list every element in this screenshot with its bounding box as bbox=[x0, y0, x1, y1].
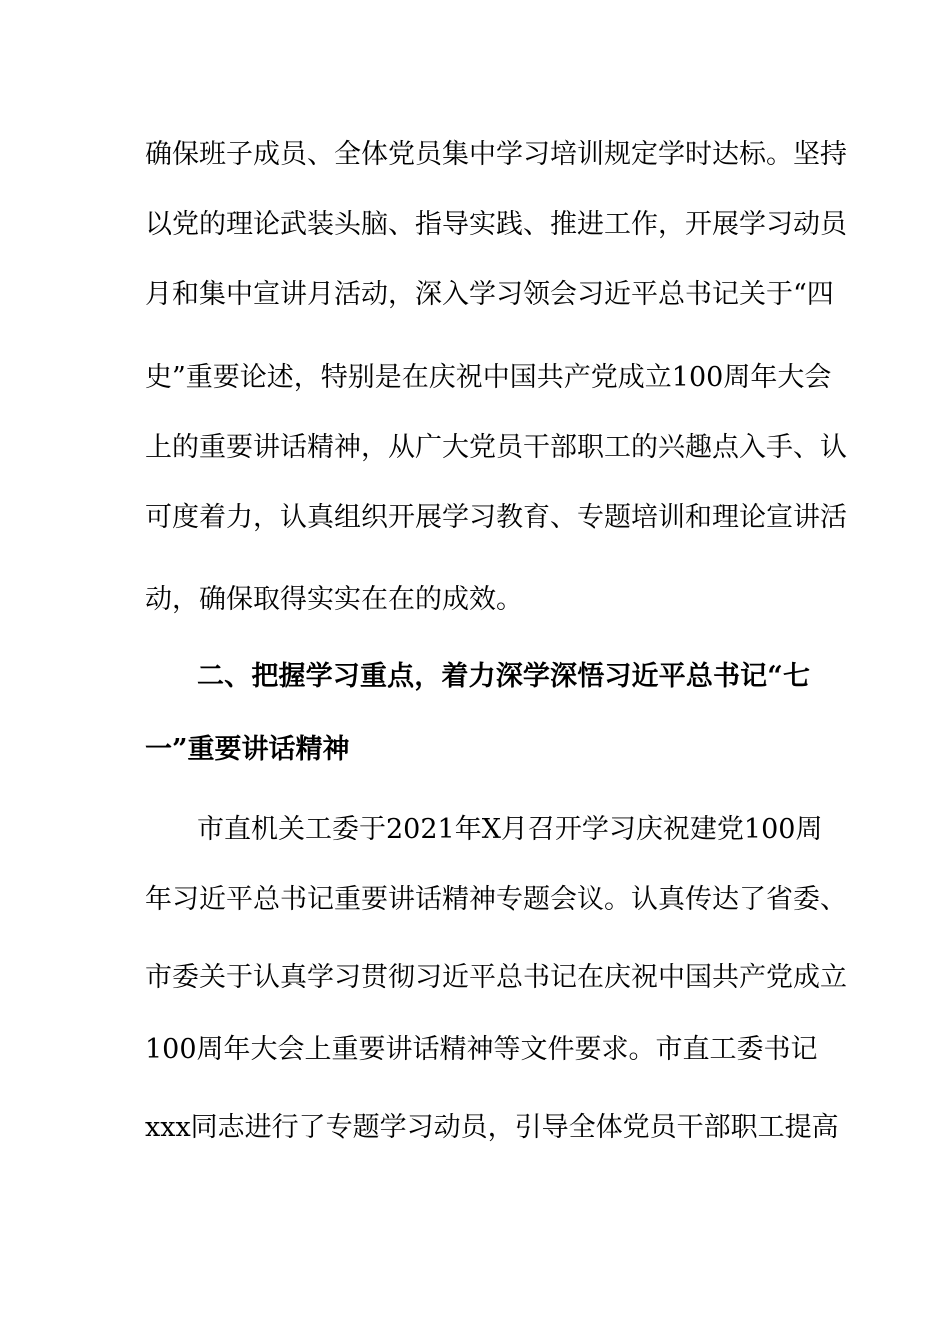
paragraph-line: 确保班子成员、全体党员集中学习培训规定学时达标。坚持 bbox=[145, 139, 847, 170]
paragraph-line: 动，确保取得实实在在的成效。 bbox=[145, 584, 523, 615]
section-heading: 一”重要讲话精神 bbox=[145, 734, 350, 765]
paragraph-line: 市直机关工委于2021年X月召开学习庆祝建党100周 bbox=[197, 814, 823, 845]
paragraph-line: xxx同志进行了专题学习动员，引导全体党员干部职工提高 bbox=[145, 1112, 839, 1143]
paragraph-line: 100周年大会上重要讲话精神等文件要求。市直工委书记 bbox=[145, 1034, 818, 1065]
paragraph-line: 以党的理论武装头脑、指导实践、推进工作，开展学习动员 bbox=[145, 209, 847, 240]
paragraph-line: 年习近平总书记重要讲话精神专题会议。认真传达了省委、 bbox=[145, 884, 847, 915]
section-heading: 二、把握学习重点，着力深学深悟习近平总书记“七 bbox=[197, 661, 810, 692]
paragraph-line: 月和集中宣讲月活动，深入学习领会习近平总书记关于“四 bbox=[145, 279, 834, 310]
paragraph-line: 上的重要讲话精神，从广大党员干部职工的兴趣点入手、认 bbox=[145, 432, 847, 463]
paragraph-line: 市委关于认真学习贯彻习近平总书记在庆祝中国共产党成立 bbox=[145, 962, 847, 993]
paragraph-line: 可度着力，认真组织开展学习教育、专题培训和理论宣讲活 bbox=[145, 502, 847, 533]
paragraph-line: 史”重要论述，特别是在庆祝中国共产党成立100周年大会 bbox=[145, 362, 832, 393]
